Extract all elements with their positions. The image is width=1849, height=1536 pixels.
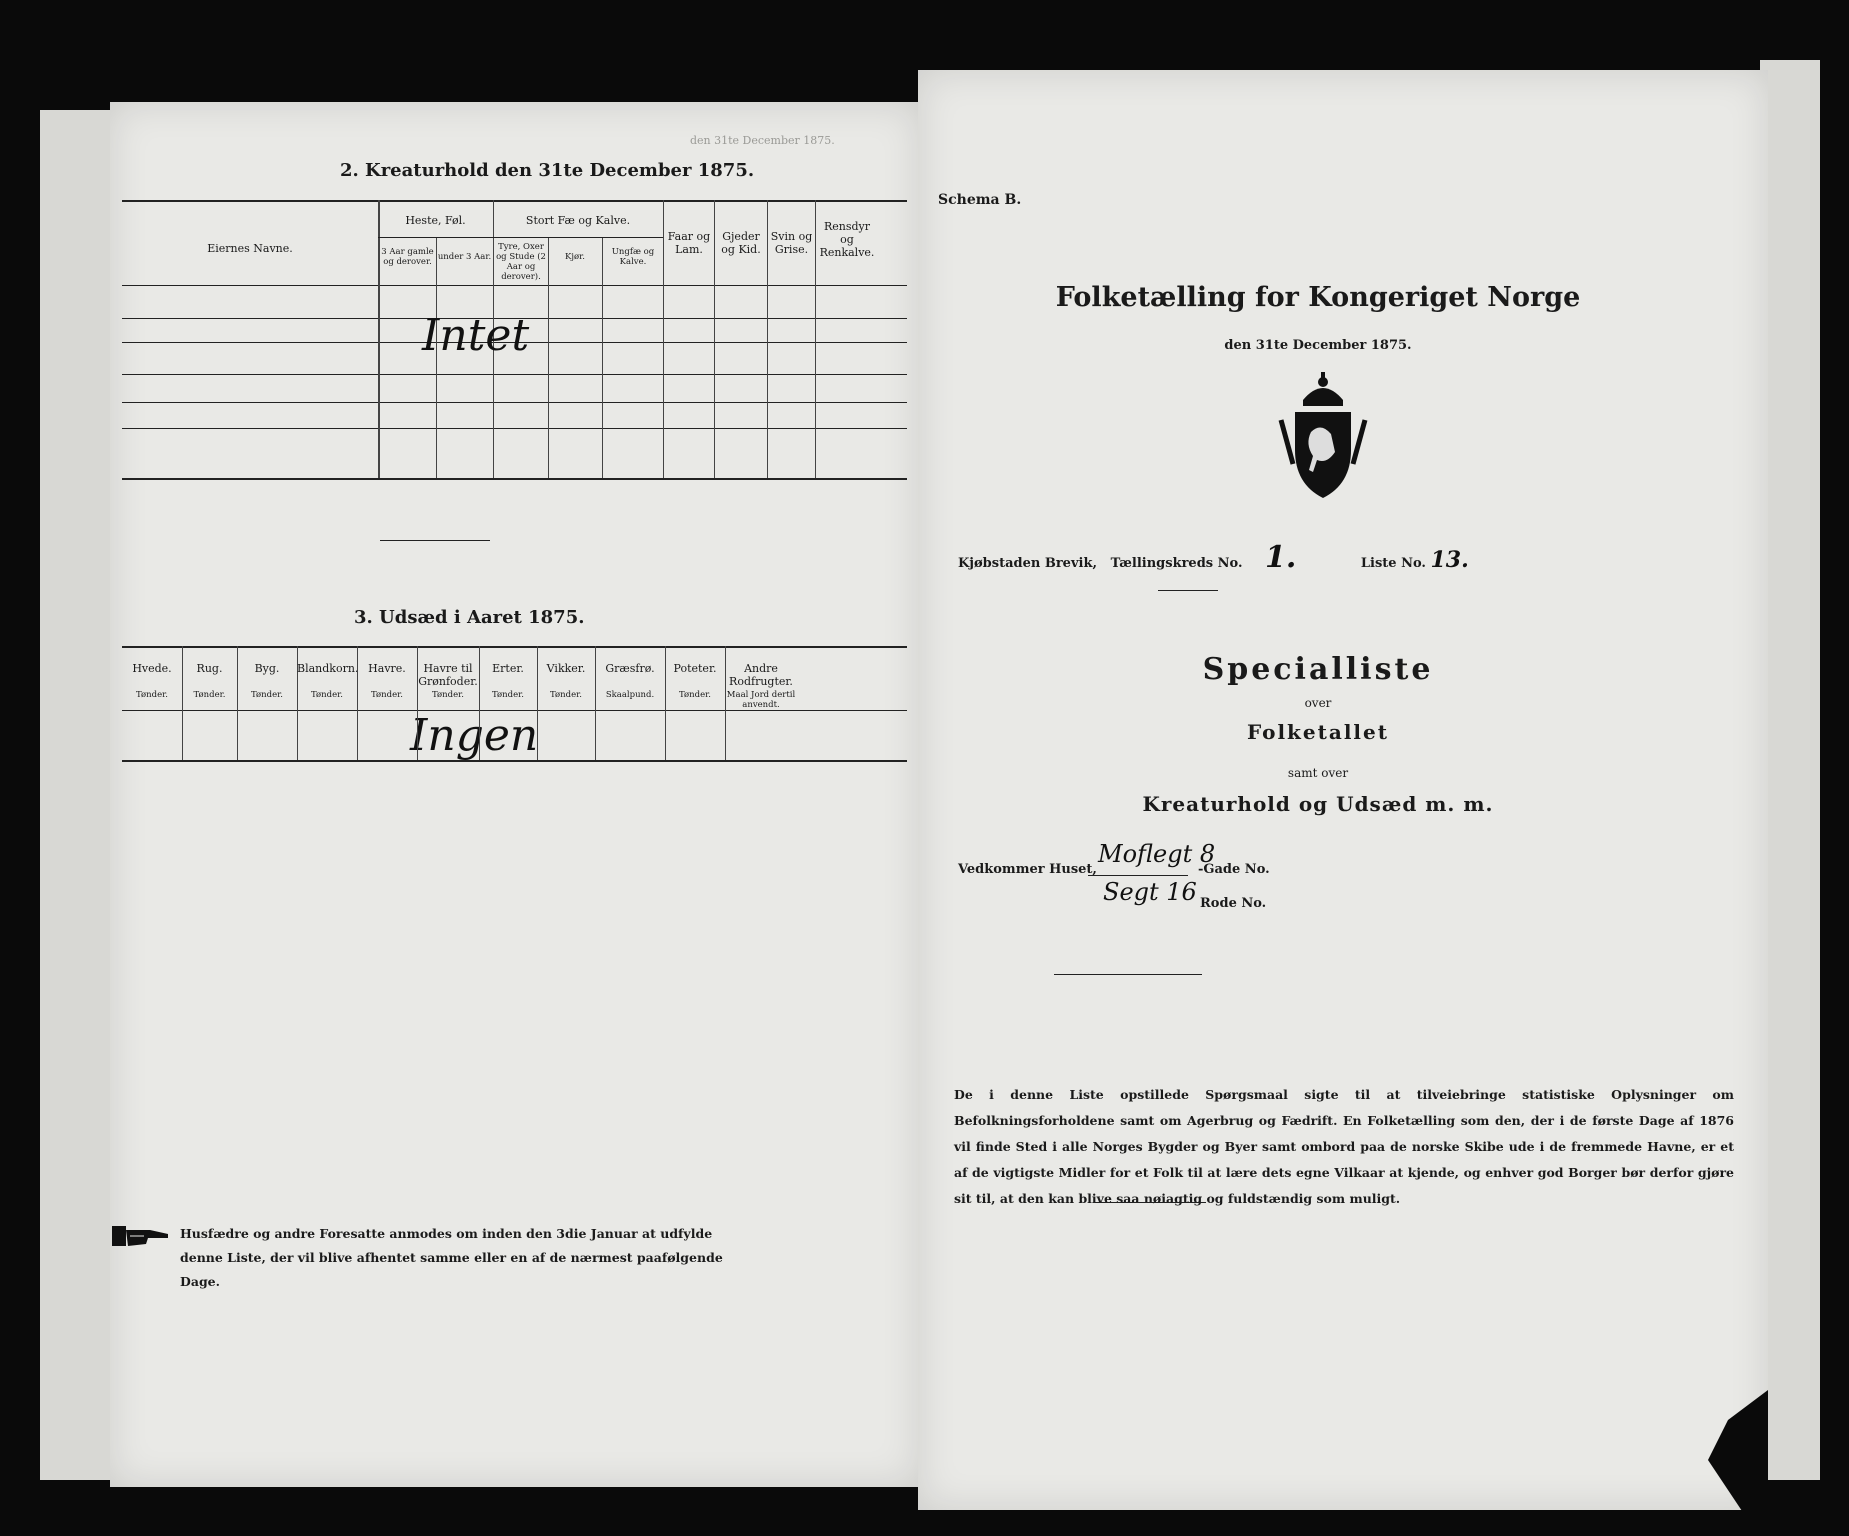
list-number: 13. bbox=[1430, 547, 1469, 573]
section3-unit-0: Tønder. bbox=[136, 690, 168, 700]
section3-unit-4: Tønder. bbox=[371, 690, 403, 700]
section3-unit-8: Skaalpund. bbox=[605, 690, 655, 700]
norwegian-coat-of-arms-icon bbox=[1273, 372, 1373, 502]
bleed-through-text: den 31te December 1875. bbox=[690, 134, 835, 147]
location-line bbox=[958, 540, 1469, 575]
house-label: Vedkommer Huset, bbox=[958, 862, 1097, 877]
header-cattle: Stort Fæ og Kalve. bbox=[525, 214, 631, 227]
section3-header-4: Havre. bbox=[368, 662, 406, 675]
section3-header-3: Blandkorn. bbox=[297, 662, 359, 675]
location-label: Kjøbstaden Brevik, bbox=[958, 556, 1097, 571]
date-line: den 31te December 1875. bbox=[1224, 338, 1412, 353]
house-handwritten-1: Moflegt 8 bbox=[1098, 840, 1216, 868]
header-horses: Heste, Føl. bbox=[405, 214, 466, 227]
section3-unit-6: Tønder. bbox=[492, 690, 524, 700]
gade-label: -Gade No. bbox=[1198, 862, 1270, 877]
header-owner-names: Eiernes Navne. bbox=[207, 242, 293, 255]
section3-header-7: Vikker. bbox=[546, 662, 586, 675]
left-page bbox=[110, 102, 920, 1487]
samt-over-text: samt over bbox=[1287, 766, 1349, 780]
section3-unit-9: Tønder. bbox=[679, 690, 711, 700]
section3-header-8: Græsfrø. bbox=[605, 662, 655, 675]
section3-unit-5: Tønder. bbox=[432, 690, 464, 700]
section3-unit-10: Maal Jord dertil anvendt. bbox=[726, 690, 796, 710]
section3-header-5: Havre til Grønfoder. bbox=[418, 662, 478, 688]
section3-header-1: Rug. bbox=[196, 662, 223, 675]
district-label: Tællingskreds No. bbox=[1110, 556, 1243, 571]
list-label: Liste No. bbox=[1360, 556, 1426, 571]
house-handwritten-2: Segt 16 bbox=[1103, 878, 1197, 906]
header-pigs: Svin og Grise. bbox=[770, 230, 813, 256]
header-reindeer: Rensdyr og Renkalve. bbox=[819, 220, 875, 259]
section3-header-6: Erter. bbox=[492, 662, 524, 675]
torn-corner bbox=[1688, 1390, 1768, 1520]
section3-header-9: Poteter. bbox=[673, 662, 717, 675]
section3-header-2: Byg. bbox=[254, 662, 280, 675]
section3-header-0: Hvede. bbox=[132, 662, 172, 675]
over-text-1: over bbox=[1304, 696, 1332, 710]
section2-title: 2. Kreaturhold den 31te December 1875. bbox=[340, 160, 755, 181]
handwritten-ingen: Ingen bbox=[410, 710, 539, 761]
section3-unit-3: Tønder. bbox=[311, 690, 343, 700]
header-cattle-bulls: Tyre, Oxer og Stude (2 Aar og derover). bbox=[496, 242, 546, 282]
header-horses-under3: under 3 Aar. bbox=[437, 252, 492, 262]
header-horses-3yr: 3 Aar gamle og derover. bbox=[381, 247, 434, 267]
header-sheep: Faar og Lam. bbox=[667, 230, 711, 256]
left-underlying-pages bbox=[40, 110, 120, 1480]
section3-unit-1: Tønder. bbox=[193, 690, 226, 700]
section3-header-10: Andre Rodfrugter. bbox=[729, 662, 793, 688]
footer-paragraph: De i denne Liste opstillede Spørgsmaal sigte til at tilveiebringe statistiske Oplysninger om Befolkningsforholdene samt om Agerbrug og Fædrift. En Folketælling som den, der i de første Dage af 1876 vil finde Sted i alle Norges Bygder og Byer samt ombord paa de norske Skibe ude i de fremmede Havne, er et af de vigtigste Midler for et Folk til at lære dets egne Vilkaar at kjende, og enhver god Borger bør derfor gjøre sit til, at den kan blive saa nøiagtig og fuldstændig som muligt. bbox=[954, 1087, 1734, 1206]
kreaturhold-heading: Kreaturhold og Udsæd m. m. bbox=[1142, 792, 1494, 816]
section3-title: 3. Udsæd i Aaret 1875. bbox=[354, 607, 585, 628]
section3-unit-7: Tønder. bbox=[550, 690, 582, 700]
schema-label: Schema B. bbox=[938, 192, 1022, 208]
specialliste-heading: Specialliste bbox=[1202, 652, 1434, 687]
main-title: Folketælling for Kongeriget Norge bbox=[1055, 282, 1581, 313]
header-cattle-young: Ungfæ og Kalve. bbox=[611, 247, 655, 267]
handwritten-intet: Intet bbox=[422, 310, 530, 361]
right-page bbox=[918, 70, 1768, 1510]
header-cattle-cows: Kjør. bbox=[565, 252, 585, 262]
rode-label: Rode No. bbox=[1200, 896, 1267, 911]
pointing-hand-icon bbox=[110, 1222, 172, 1252]
folketallet-heading: Folketallet bbox=[1247, 720, 1389, 744]
header-goats: Gjeder og Kid. bbox=[721, 230, 761, 256]
section3-unit-2: Tønder. bbox=[251, 690, 283, 700]
right-underlying-pages bbox=[1760, 60, 1820, 1480]
instruction-note: Husfædre og andre Foresatte anmodes om inden den 3die Januar at udfylde denne Liste, der vil blive afhentet samme eller en af de nærmest paafølgende Dage. bbox=[180, 1226, 723, 1289]
district-number: 1. bbox=[1265, 540, 1297, 575]
